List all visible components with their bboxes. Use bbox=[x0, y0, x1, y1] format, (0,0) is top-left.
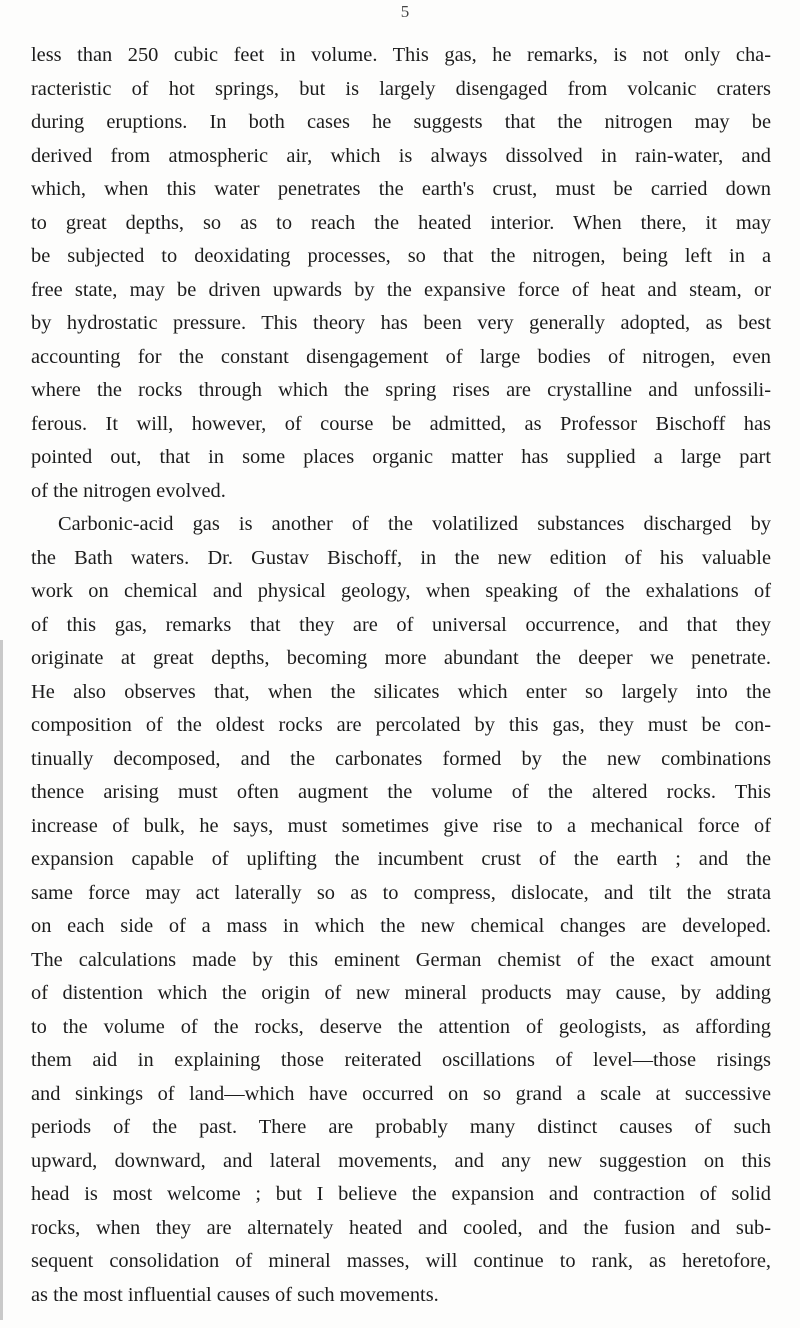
page-edge-shadow bbox=[0, 640, 3, 1320]
text-line: Carbonic-acid gas is another of the volatilized substances discharged by bbox=[58, 513, 771, 535]
text-line: to the volume of the rocks, deserve the attention of geologists, as affording bbox=[31, 1015, 771, 1038]
text-line: rocks, when they are alternately heated and cooled, and the fusion and sub- bbox=[31, 1216, 771, 1239]
text-line: head is most welcome ; but I believe the expansion and contraction of solid bbox=[31, 1183, 771, 1205]
text-line: pointed out, that in some places organic matter has supplied a large part bbox=[31, 446, 771, 468]
text-line: less than 250 cubic feet in volume. This gas, he remarks, is not only cha- bbox=[31, 44, 771, 66]
text-line: originate at great depths, becoming more abundant the deeper we penetrate. bbox=[31, 647, 771, 669]
text-line: on each side of a mass in which the new chemical changes are developed. bbox=[31, 915, 771, 937]
text-line: of the nitrogen evolved. bbox=[31, 479, 226, 502]
text-line: expansion capable of uplifting the incumbent crust of the earth ; and the bbox=[31, 848, 771, 870]
text-line: accounting for the constant disengagement of large bodies of nitrogen, even bbox=[31, 345, 771, 368]
text-line: increase of bulk, he says, must sometimes give rise to a mechanical force of bbox=[31, 814, 771, 837]
text-line: and sinkings of land—which have occurred on so grand a scale at successive bbox=[31, 1082, 771, 1105]
page-number: 5 bbox=[400, 2, 410, 21]
text-line: the Bath waters. Dr. Gustav Bischoff, in the new edition of his valuable bbox=[31, 546, 771, 569]
text-line: thence arising must often augment the volume of the altered rocks. This bbox=[31, 781, 771, 803]
text-line: periods of the past. There are probably many distinct causes of such bbox=[31, 1116, 771, 1138]
text-line: of distention which the origin of new mineral products may cause, by adding bbox=[31, 982, 771, 1004]
text-line: be subjected to deoxidating processes, so that the nitrogen, being left in a bbox=[31, 245, 771, 267]
text-line: upward, downward, and lateral movements, and any new suggestion on this bbox=[31, 1149, 771, 1172]
text-line: during eruptions. In both cases he suggests that the nitrogen may be bbox=[31, 111, 771, 133]
text-line: tinually decomposed, and the carbonates formed by the new combinations bbox=[31, 747, 771, 770]
text-line: composition of the oldest rocks are percolated by this gas, they must be con- bbox=[31, 714, 771, 736]
text-line: them aid in explaining those reiterated oscillations of level—those risings bbox=[31, 1049, 771, 1071]
text-line: as the most influential causes of such movements. bbox=[31, 1283, 439, 1306]
text-line: work on chemical and physical geology, when speaking of the exhalations of bbox=[31, 580, 771, 602]
text-line: to great depths, so as to reach the heated interior. When there, it may bbox=[31, 211, 771, 234]
text-line: racteristic of hot springs, but is largely disengaged from volcanic craters bbox=[31, 77, 771, 100]
text-line: by hydrostatic pressure. This theory has been very generally adopted, as best bbox=[31, 312, 771, 334]
text-line: same force may act laterally so as to compress, dislocate, and tilt the strata bbox=[31, 881, 771, 904]
text-line: He also observes that, when the silicates which enter so largely into the bbox=[31, 680, 771, 703]
body-text bbox=[31, 14, 771, 1312]
text-line: of this gas, remarks that they are of universal occurrence, and that they bbox=[31, 613, 771, 636]
text-line: which, when this water penetrates the earth's crust, must be carried down bbox=[31, 178, 771, 200]
text-line: sequent consolidation of mineral masses, will continue to rank, as heretofore, bbox=[31, 1250, 771, 1272]
paragraph bbox=[31, 39, 771, 508]
text-line: where the rocks through which the spring rises are crystalline and unfossili- bbox=[31, 379, 771, 401]
text-line: free state, may be driven upwards by the expansive force of heat and steam, or bbox=[31, 278, 771, 301]
text-line: derived from atmospheric air, which is always dissolved in rain-water, and bbox=[31, 144, 771, 167]
paragraph bbox=[31, 508, 771, 1312]
text-line: ferous. It will, however, of course be admitted, as Professor Bischoff has bbox=[31, 412, 771, 435]
text-line: The calculations made by this eminent German chemist of the exact amount bbox=[31, 948, 771, 971]
